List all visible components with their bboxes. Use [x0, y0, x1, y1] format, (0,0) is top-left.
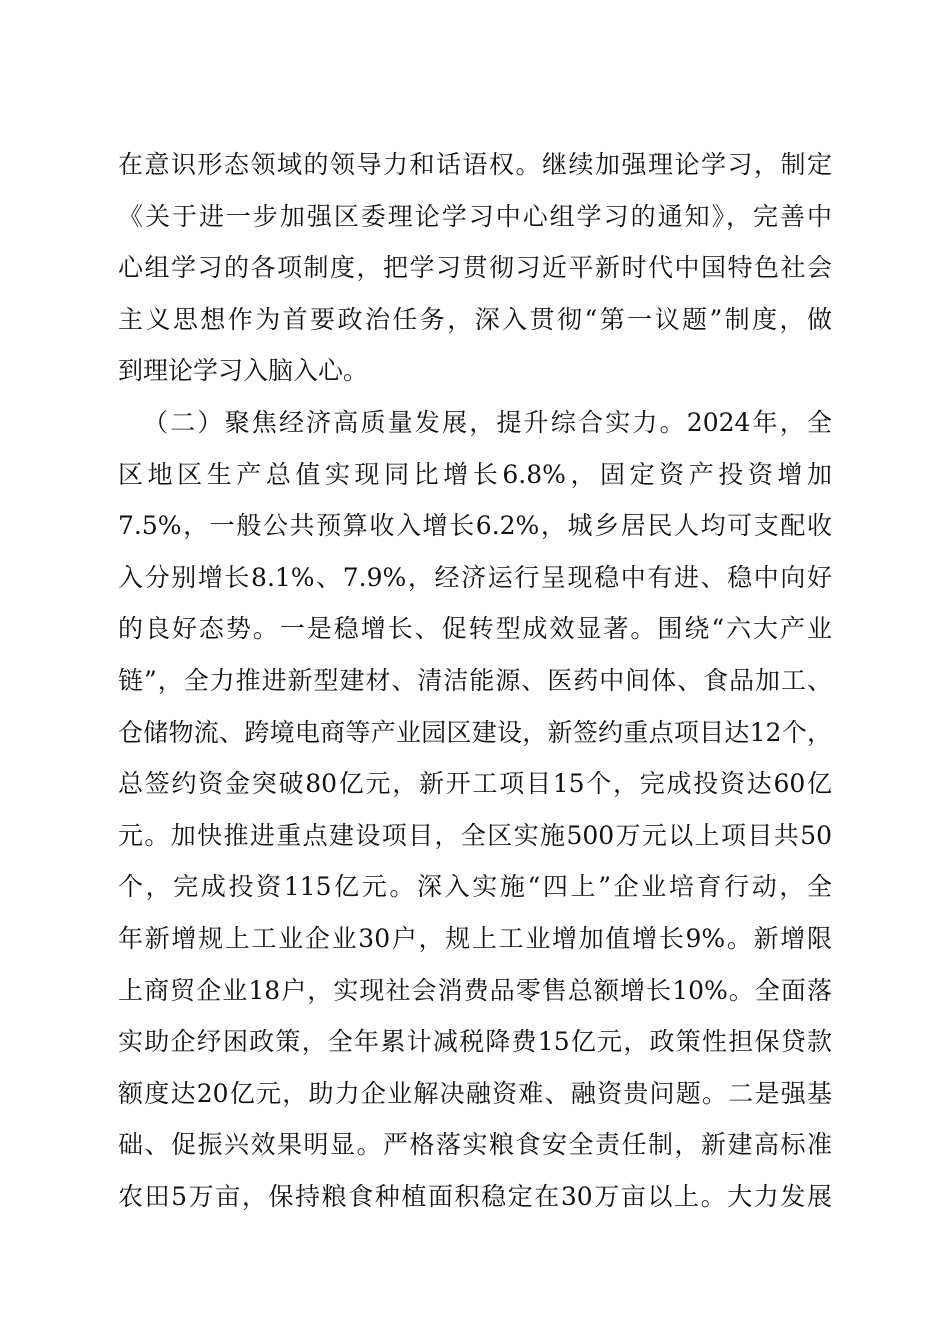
text-line: 农田5万亩，保持粮食种植面积稳定在30万亩以上。大力发展 [118, 1181, 832, 1211]
text-line: 个，完成投资115亿元。深入实施“四上”企业培育行动，全 [118, 872, 832, 902]
text-line: 额度达20亿元，助力企业解决融资难、融资贵问题。二是强基 [118, 1078, 832, 1108]
text-line: 础、促振兴效果明显。严格落实粮食安全责任制，新建高标准 [118, 1130, 832, 1160]
text-line: 链”，全力推进新型建材、清洁能源、医药中间体、食品加工、 [118, 665, 832, 695]
text-line: 元。加快推进重点建设项目，全区实施500万元以上项目共50 [118, 820, 832, 850]
text-line: 上商贸企业18户，实现社会消费品零售总额增长10%。全面落 [118, 975, 832, 1005]
text-line: 心组学习的各项制度，把学习贯彻习近平新时代中国特色社会 [118, 253, 832, 283]
text-line: 区地区生产总值实现同比增长6.8%，固定资产投资增加 [118, 459, 832, 489]
text-line: 仓储物流、跨境电商等产业园区建设，新签约重点项目达12个， [118, 717, 832, 747]
paragraph-continuation [118, 139, 832, 397]
text-line: 入分别增长8.1%、7.9%，经济运行呈现稳中有进、稳中向好 [118, 562, 832, 592]
text-line: 主义思想作为首要政治任务，深入贯彻“第一议题”制度，做 [118, 304, 832, 334]
text-line: 7.5%，一般公共预算收入增长6.2%，城乡居民人均可支配收 [118, 511, 832, 541]
text-line: 实助企纾困政策，全年累计减税降费15亿元，政策性担保贷款 [118, 1027, 832, 1057]
section-heading-line: （二）聚焦经济高质量发展，提升综合实力。2024年，全 [143, 408, 832, 437]
section-two-paragraph [118, 397, 832, 1223]
text-line: 总签约资金突破80亿元，新开工项目15个，完成投资达60亿 [118, 769, 832, 799]
text-line: 的良好态势。一是稳增长、促转型成效显著。围绕“六大产业 [118, 614, 832, 644]
text-line: 在意识形态领域的领导力和话语权。继续加强理论学习，制定 [118, 150, 832, 179]
text-line: 《关于进一步加强区委理论学习中心组学习的通知》，完善中 [118, 201, 832, 231]
text-line: 年新增规上工业企业30户，规上工业增加值增长9%。新增限 [118, 923, 832, 953]
text-line: 到理论学习入脑入心。 [118, 356, 369, 386]
